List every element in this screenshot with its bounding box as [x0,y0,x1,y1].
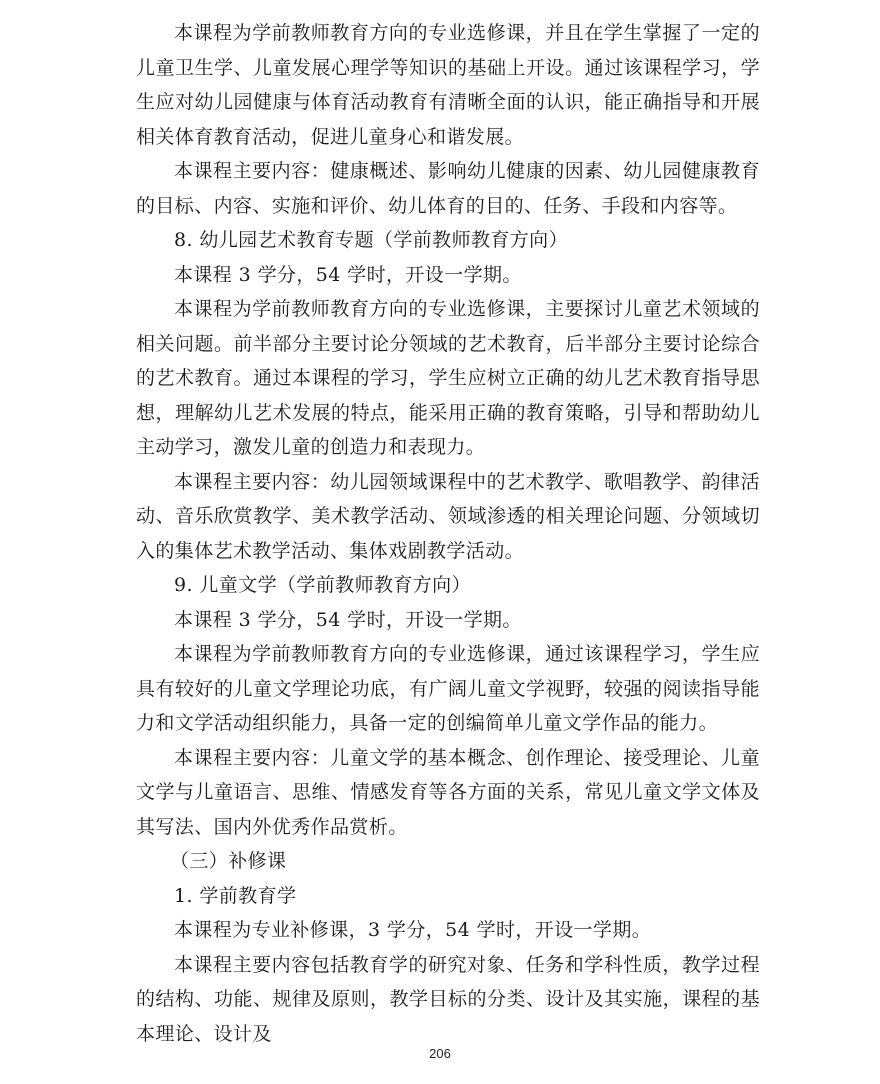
course-9-main-content: 本课程主要内容：儿童文学的基本概念、创作理论、接受理论、儿童文学与儿童语言、思维、情感发育等各方面的关系，常见儿童文学文体及其写法、国内外优秀作品赏析。 [136,746,760,838]
course-8-description: 本课程为学前教师教育方向的专业选修课，主要探讨儿童艺术领域的相关问题。前半部分主要讨论分领域的艺术教育，后半部分主要讨论综合的艺术教育。通过本课程的学习，学生应树立正确的幼儿艺术教育指导思想，理解幼儿艺术发展的特点，能采用正确的教育策略，引导和帮助幼儿主动学习，激发儿童的创造力和表现力。 [136,298,760,458]
health-course-main-content: 本课程主要内容：健康概述、影响幼儿健康的因素、幼儿园健康教育的目标、内容、实施和评价、幼儿体育的目的、任务、手段和内容等。 [136,160,760,217]
remedial-course-1-title: 1. 学前教育学 [174,884,297,907]
course-9-description: 本课程为学前教师教育方向的专业选修课，通过该课程学习，学生应具有较好的儿童文学理论功底，有广阔儿童文学视野，较强的阅读指导能力和文学活动组织能力，具备一定的创编简单儿童文学作品的能力。 [136,643,760,734]
remedial-course-1-credits: 本课程为专业补修课，3 学分，54 学时，开设一学期。 [174,919,652,941]
section-3-title: （三）补修课 [170,850,287,872]
page-number: 206 [429,1046,451,1061]
course-9-title: 9. 儿童文学（学前教师教育方向） [174,574,471,596]
intro-health-course-description: 本课程为学前教师教育方向的专业选修课，并且在学生掌握了一定的儿童卫生学、儿童发展心理学等知识的基础上开设。通过该课程学习，学生应对幼儿园健康与体育活动教育有清晰全面的认识，能正确指导和开展相关体育教育活动，促进儿童身心和谐发展。 [136,22,760,148]
course-8-title: 8. 幼儿园艺术教育专题（学前教师教育方向） [174,229,568,251]
course-8-credits: 本课程 3 学分，54 学时，开设一学期。 [174,263,522,286]
remedial-course-1-main-content: 本课程主要内容包括教育学的研究对象、任务和学科性质，教学过程的结构、功能、规律及原则，教学目标的分类、设计及其实施，课程的基本理论、设计及 [136,953,760,1045]
page-body [136,16,760,1051]
course-9-credits: 本课程 3 学分，54 学时，开设一学期。 [174,608,522,631]
course-8-main-content: 本课程主要内容：幼儿园领域课程中的艺术教学、歌唱教学、韵律活动、音乐欣赏教学、美术教学活动、领域渗透的相关理论问题、分领域切入的集体艺术教学活动、集体戏剧教学活动。 [136,470,760,562]
